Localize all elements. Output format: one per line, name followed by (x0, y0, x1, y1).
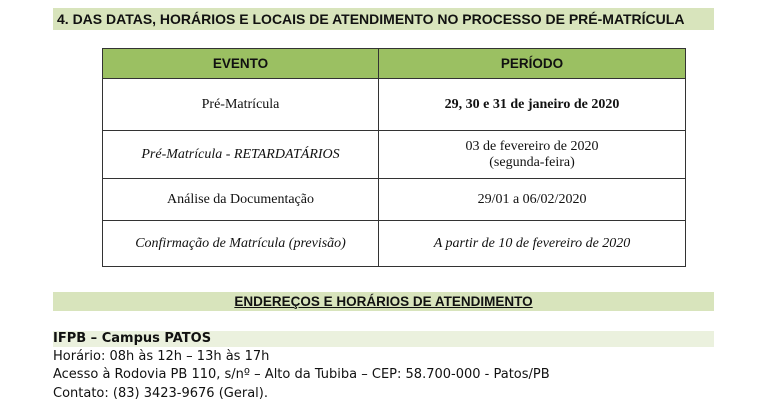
table-row (103, 131, 686, 179)
period-cell: 29/01 a 06/02/2020 (379, 179, 686, 221)
event-cell: Confirmação de Matrícula (previsão) (103, 221, 379, 267)
event-cell: Pré-Matrícula - RETARDATÁRIOS (103, 131, 379, 179)
campus-contact: Contato: (83) 3423-9676 (Geral). (53, 386, 268, 401)
section-heading: 4. DAS DATAS, HORÁRIOS E LOCAIS DE ATENDIMENTO NO PROCESSO DE PRÉ-MATRÍCULA (53, 8, 714, 30)
schedule-table (102, 48, 686, 267)
addresses-heading: ENDEREÇOS E HORÁRIOS DE ATENDIMENTO (53, 292, 714, 311)
table-row (103, 179, 686, 221)
event-cell: Análise da Documentação (103, 179, 379, 221)
period-cell: 29, 30 e 31 de janeiro de 2020 (379, 79, 686, 131)
period-cell: A partir de 10 de fevereiro de 2020 (379, 221, 686, 267)
event-cell: Pré-Matrícula (103, 79, 379, 131)
table-row (103, 79, 686, 131)
campus-address: Acesso à Rodovia PB 110, s/nº – Alto da Tubiba – CEP: 58.700-000 - Patos/PB (53, 367, 550, 382)
period-cell (379, 131, 686, 179)
period-line: 03 de fevereiro de 2020 (465, 138, 599, 154)
table-row (103, 221, 686, 267)
table-header-row (103, 49, 686, 79)
header-period: PERÍODO (379, 49, 686, 79)
header-event: EVENTO (103, 49, 379, 79)
period-line: (segunda-feira) (489, 154, 575, 170)
campus-hours: Horário: 08h às 12h – 13h às 17h (53, 349, 270, 364)
campus-name: IFPB – Campus PATOS (53, 331, 212, 346)
